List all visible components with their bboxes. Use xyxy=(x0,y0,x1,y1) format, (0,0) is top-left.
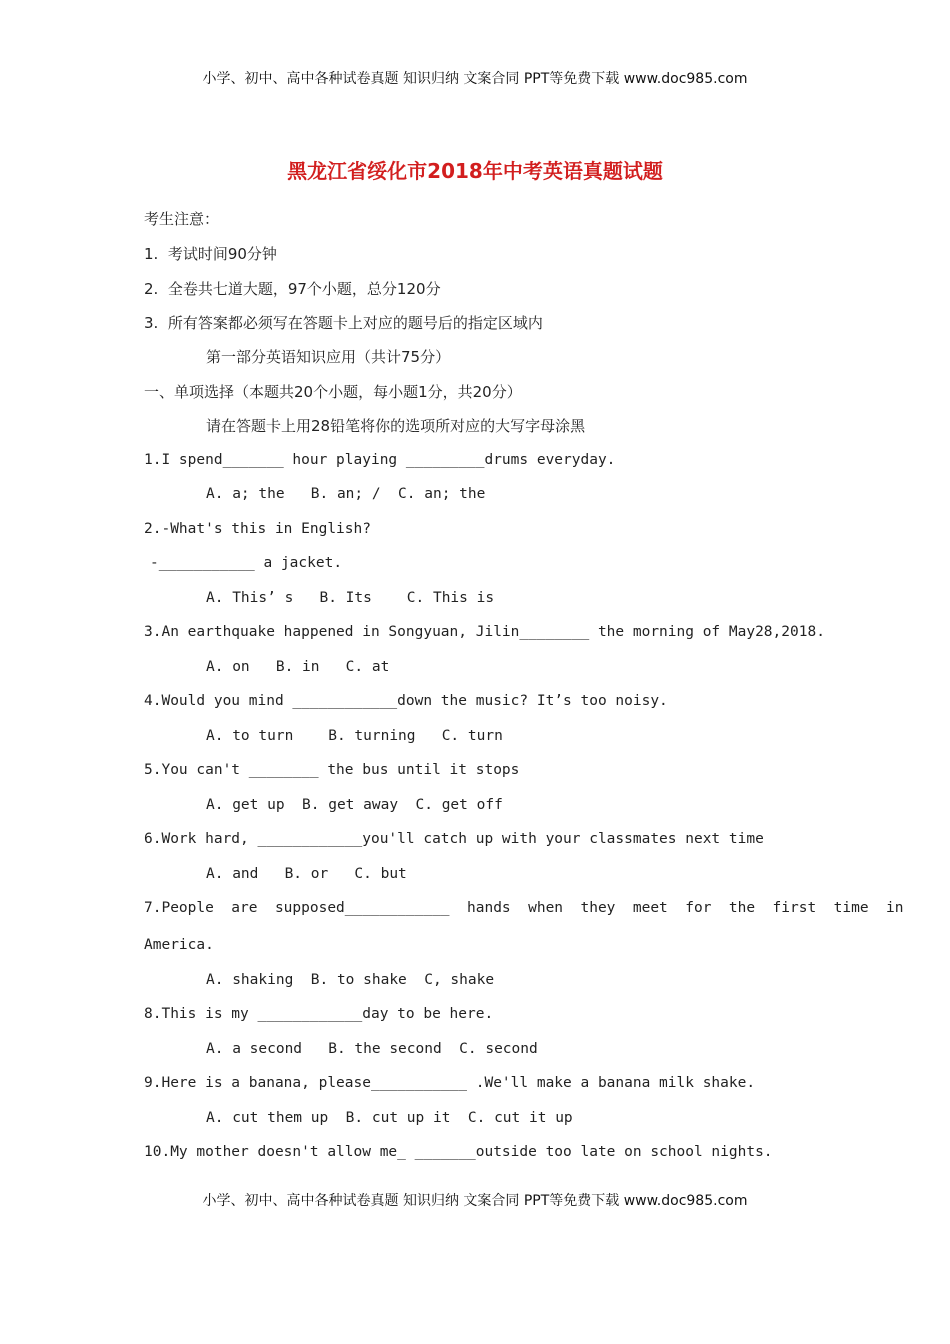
note-item-2: 2. 全卷共七道大题，97个小题，总分120分 xyxy=(144,280,441,298)
question-7-stem: 7.People are supposed____________ hands when they meet for the first time in xyxy=(144,900,904,916)
question-8-stem: 8.This is my ____________day to be here. xyxy=(144,1006,494,1022)
part-heading: 第一部分英语知识应用（共计75分） xyxy=(206,348,451,366)
question-2-options: A. This’ s B. Its C. This is xyxy=(206,590,495,606)
question-1-stem: 1.I spend_______ hour playing _________drums everyday. xyxy=(144,452,616,468)
section-heading: 一、单项选择（本题共20个小题，每小题1分，共20分） xyxy=(144,383,522,401)
question-7-options: A. shaking B. to shake C, shake xyxy=(206,972,495,988)
question-6-options: A. and B. or C. but xyxy=(206,866,407,882)
question-8-options: A. a second B. the second C. second xyxy=(206,1041,538,1057)
question-5-stem: 5.You can't ________ the bus until it stops xyxy=(144,762,520,778)
question-10-stem: 10.My mother doesn't allow me_ _______outside too late on school nights. xyxy=(144,1144,773,1160)
note-item-3: 3. 所有答案都必须写在答题卡上对应的题号后的指定区域内 xyxy=(144,314,543,332)
notes-heading: 考生注意： xyxy=(144,210,220,228)
question-4-stem: 4.Would you mind ____________down the music? It’s too noisy. xyxy=(144,693,668,709)
question-9-stem: 9.Here is a banana, please___________ .We'll make a banana milk shake. xyxy=(144,1075,756,1091)
question-4-options: A. to turn B. turning C. turn xyxy=(206,728,503,744)
question-3-stem: 3.An earthquake happened in Songyuan, Jilin________ the morning of May28,2018. xyxy=(144,624,825,640)
page-footer: 小学、初中、高中各种试卷真题 知识归纳 文案合同 PPT等免费下载 www.doc985.com xyxy=(202,1193,748,1209)
page-header: 小学、初中、高中各种试卷真题 知识归纳 文案合同 PPT等免费下载 www.doc985.com xyxy=(202,71,748,87)
question-7-stem-continued: America. xyxy=(144,937,214,953)
question-3-options: A. on B. in C. at xyxy=(206,659,390,675)
question-9-options: A. cut them up B. cut up it C. cut it up xyxy=(206,1110,573,1126)
question-2-answer-line: -___________ a jacket. xyxy=(150,555,343,571)
question-1-options: A. a; the B. an; / C. an; the xyxy=(206,486,486,502)
section-instruction: 请在答题卡上用28铅笔将你的选项所对应的大写字母涂黑 xyxy=(206,417,586,435)
question-5-options: A. get up B. get away C. get off xyxy=(206,797,503,813)
question-6-stem: 6.Work hard, ____________you'll catch up with your classmates next time xyxy=(144,831,764,847)
page-title: 黑龙江省绥化市2018年中考英语真题试题 xyxy=(287,159,663,183)
question-2-stem: 2.-What's this in English? xyxy=(144,521,371,537)
note-item-1: 1. 考试时间90分钟 xyxy=(144,245,277,263)
